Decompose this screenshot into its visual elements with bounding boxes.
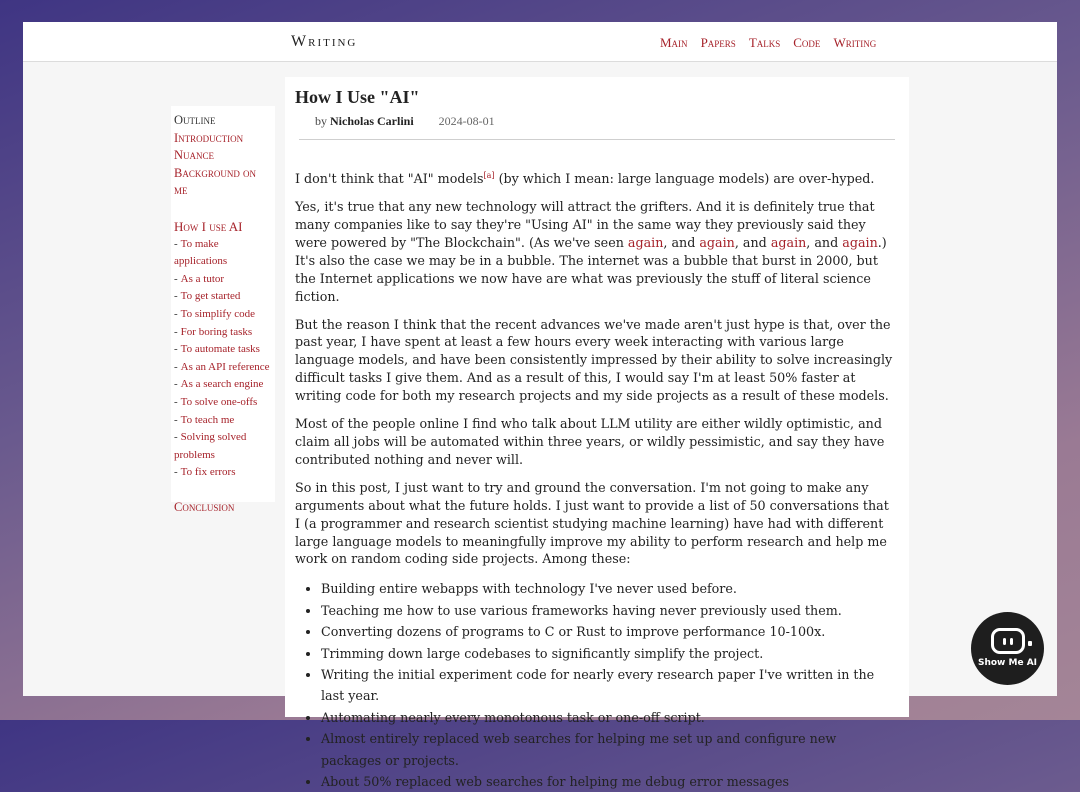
main-nav bbox=[660, 35, 876, 51]
list-item: • Automating nearly every monotonous task or one-off script. bbox=[321, 707, 897, 728]
paragraph: So in this post, I just want to try and ground the conversation. I'm not going to make any arguments about what the future holds. I just want to provide a list of 50 conversations that I (a programmer and research scientist studying machine learning) have had with different large language models to meaningfully improve my ability to perform research and help me work on random coding side projects. Among these: bbox=[295, 479, 889, 567]
list-item: • Trimming down large codebases to significantly simplify the project. bbox=[321, 643, 897, 664]
article bbox=[285, 77, 909, 790]
paragraph: Yes, it's true that any new technology will attract the grifters. And it is definitely true that many companies like to say they're "Using AI" in the same way they previously said they were powered by "The Blockchain". (As we've seen again, and again, and again, and again.) It's also the case we may be in a bubble. The internet was a bubble that burst in 2000, but the Internet applications we now have are what was previously the stuff of literal science fiction. bbox=[295, 199, 887, 304]
paragraph: Most of the people online I find who talk about LLM utility are either wildly optimistic, and claim all jobs will be automated within three years, or wildly pessimistic, and say they have contributed nothing and never will. bbox=[295, 416, 885, 467]
list-item: • About 50% replaced web searches for helping me debug error messages bbox=[321, 771, 897, 792]
nav-papers[interactable]: Papers bbox=[700, 35, 736, 50]
show-me-ai-badge[interactable] bbox=[971, 612, 1044, 685]
toc-link-how-i-use-ai[interactable]: How I use AI bbox=[174, 218, 243, 234]
toc-subitem[interactable]: - To get started bbox=[174, 290, 241, 303]
article-body bbox=[295, 167, 897, 792]
again-link-2[interactable]: again bbox=[699, 234, 735, 250]
badge-label: Show Me AI bbox=[977, 657, 1038, 668]
robot-face-icon bbox=[991, 628, 1025, 654]
toc-subitem[interactable]: - As a tutor bbox=[174, 272, 225, 285]
author-name: Nicholas Carlini bbox=[330, 114, 414, 128]
toc-link-conclusion[interactable]: Conclusion bbox=[174, 499, 235, 514]
top-navigation-bar bbox=[23, 22, 1057, 62]
toc-link-introduction[interactable]: Introduction bbox=[174, 130, 244, 145]
toc-subitem[interactable]: - As an API reference bbox=[174, 360, 270, 373]
list-item: • Teaching me how to use various frameworks having never previously used them. bbox=[321, 600, 897, 621]
toc-subitem[interactable]: - For boring tasks bbox=[174, 325, 253, 338]
list-item: • Writing the initial experiment code for nearly every research paper I've written in the last year. bbox=[321, 664, 897, 707]
browser-window bbox=[23, 22, 1057, 790]
article-title: How I Use "AI" bbox=[295, 87, 420, 107]
use-case-list bbox=[321, 578, 897, 792]
toc-subitem[interactable]: - As a search engine bbox=[174, 378, 264, 391]
nav-code[interactable]: Code bbox=[793, 35, 821, 50]
toc-subitem[interactable]: - To solve one-offs bbox=[174, 395, 258, 408]
toc-outline-heading: Outline bbox=[174, 113, 216, 127]
toc-subitem[interactable]: - To simplify code bbox=[174, 307, 256, 320]
paragraph: I don't think that "AI" models[a] (by which I mean: large language models) are over-hyped. bbox=[295, 171, 875, 187]
again-link-3[interactable]: again bbox=[770, 234, 807, 250]
toc-subitem[interactable]: - To teach me bbox=[174, 413, 235, 426]
again-link-4[interactable]: again bbox=[842, 234, 878, 250]
article-byline: by Nicholas Carlini 2024-08-01 bbox=[315, 114, 495, 128]
toc-subitem[interactable]: - To fix errors bbox=[174, 466, 236, 479]
list-item: • Building entire webapps with technology I've never used before. bbox=[321, 578, 897, 599]
site-title[interactable]: Writing bbox=[291, 33, 358, 50]
toc-subitem[interactable]: - Solving solved problems bbox=[174, 431, 247, 461]
title-divider bbox=[299, 139, 895, 140]
toc-subitem[interactable]: - To automate tasks bbox=[174, 343, 260, 356]
toc-subitem[interactable]: - To make applications bbox=[174, 237, 228, 268]
again-link-1[interactable]: again bbox=[627, 234, 664, 250]
nav-main[interactable]: Main bbox=[660, 35, 688, 50]
publish-date: 2024-08-01 bbox=[438, 114, 495, 128]
nav-writing[interactable]: Writing bbox=[833, 35, 877, 50]
list-item: • Almost entirely replaced web searches for helping me set up and configure new packages or projects. bbox=[321, 728, 897, 771]
toc-link-nuance[interactable]: Nuance bbox=[174, 148, 215, 163]
table-of-contents bbox=[171, 106, 275, 514]
footnote-link[interactable]: [a] bbox=[483, 171, 495, 180]
nav-talks[interactable]: Talks bbox=[748, 35, 781, 50]
paragraph: But the reason I think that the recent advances we've made aren't just hype is that, over the past year, I have spent at least a few hours every week interacting with various large language models, and have been consistently impressed by their ability to solve increasingly difficult tasks I give them. And as a result of this, I would say I'm at least 50% faster at writing code for both my research projects and my side projects as a result of these models. bbox=[295, 316, 893, 404]
list-item: • Converting dozens of programs to C or Rust to improve performance 10-100x. bbox=[321, 621, 897, 642]
toc-link-background[interactable]: Background on me bbox=[174, 165, 256, 198]
